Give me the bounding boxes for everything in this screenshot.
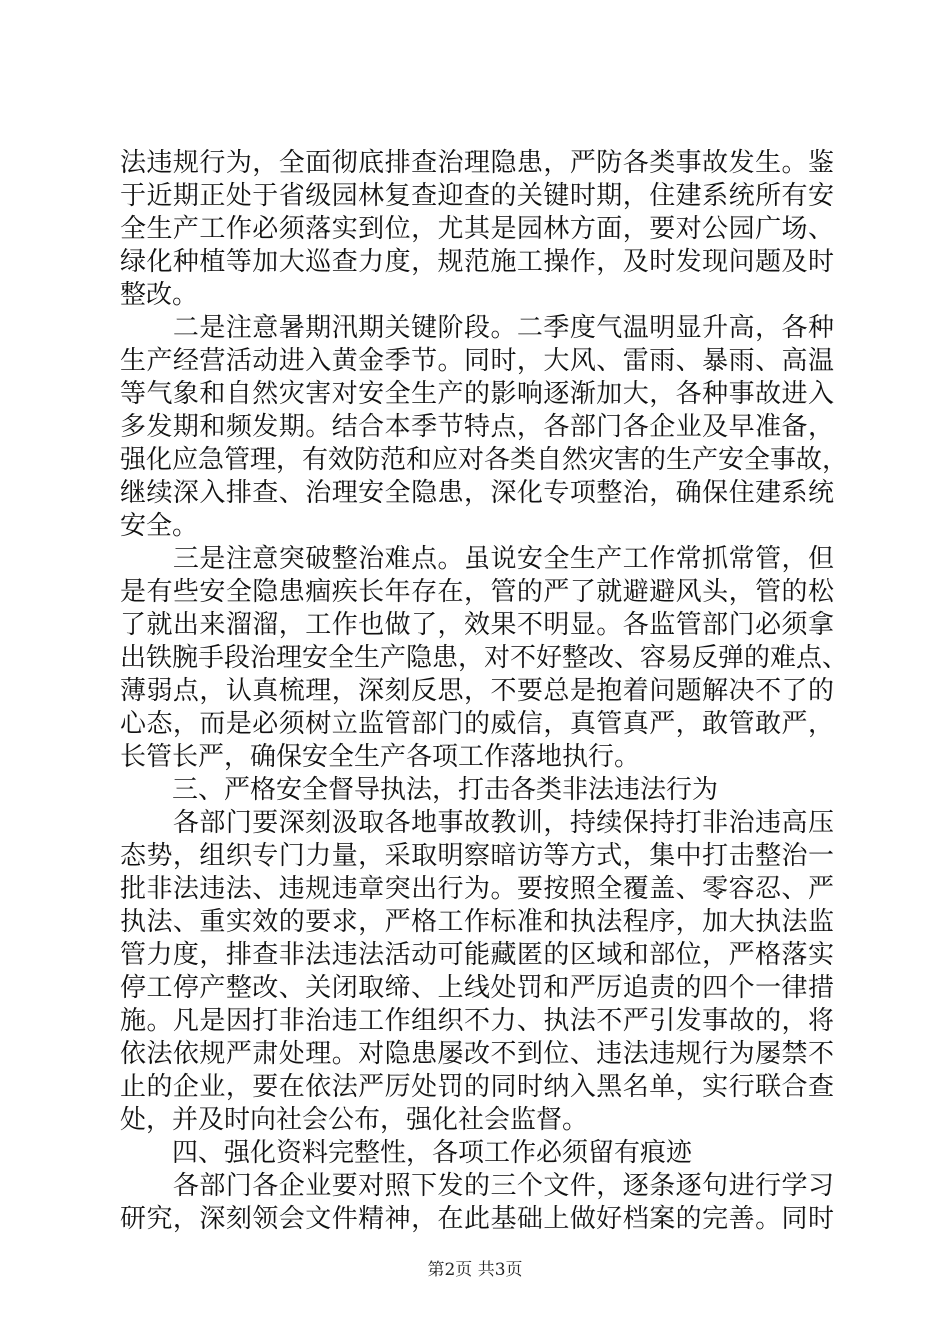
text-line: 生产经营活动进入黄金季节。同时，大风、雷雨、暴雨、高温 bbox=[120, 346, 834, 376]
text-line: 安全。 bbox=[120, 511, 199, 541]
text-line: 各部门要深刻汲取各地事故教训，持续保持打非治违高压 bbox=[120, 808, 834, 838]
text-line: 研究，深刻领会文件精神，在此基础上做好档案的完善。同时 bbox=[120, 1204, 834, 1234]
text-line: 整改。 bbox=[120, 280, 199, 310]
text-line: 是有些安全隐患痼疾长年存在，管的严了就避避风头，管的松 bbox=[120, 577, 834, 607]
text-line: 绿化种植等加大巡查力度，规范施工操作，及时发现问题及时 bbox=[120, 247, 834, 277]
text-line: 心态，而是必须树立监管部门的威信，真管真严，敢管敢严， bbox=[120, 709, 834, 739]
text-line: 出铁腕手段治理安全生产隐患，对不好整改、容易反弹的难点、 bbox=[120, 643, 849, 673]
text-line: 于近期正处于省级园林复查迎查的关键时期，住建系统所有安 bbox=[120, 181, 834, 211]
text-line: 止的企业，要在依法严厉处罚的同时纳入黑名单，实行联合查 bbox=[120, 1072, 834, 1102]
text-line: 全生产工作必须落实到位，尤其是园林方面，要对公园广场、 bbox=[120, 214, 834, 244]
text-line: 三、严格安全督导执法，打击各类非法违法行为 bbox=[120, 775, 719, 805]
page-footer: 第2页 共3页 bbox=[427, 1260, 523, 1280]
document-body bbox=[120, 147, 849, 1236]
text-line: 批非法违法、违规违章突出行为。要按照全覆盖、零容忍、严 bbox=[120, 874, 834, 904]
text-line: 强化应急管理，有效防范和应对各类自然灾害的生产安全事故， bbox=[120, 445, 849, 475]
text-line: 长管长严，确保安全生产各项工作落地执行。 bbox=[120, 742, 641, 772]
text-line: 三是注意突破整治难点。虽说安全生产工作常抓常管，但 bbox=[120, 544, 834, 574]
text-line: 四、强化资料完整性，各项工作必须留有痕迹 bbox=[120, 1138, 693, 1168]
text-line: 施。凡是因打非治违工作组织不力、执法不严引发事故的，将 bbox=[120, 1006, 834, 1036]
text-line: 各部门各企业要对照下发的三个文件，逐条逐句进行学习 bbox=[120, 1171, 834, 1201]
text-line: 薄弱点，认真梳理，深刻反思，不要总是抱着问题解决不了的 bbox=[120, 676, 834, 706]
text-line: 继续深入排查、治理安全隐患，深化专项整治，确保住建系统 bbox=[120, 478, 834, 508]
text-line: 了就出来溜溜，工作也做了，效果不明显。各监管部门必须拿 bbox=[120, 610, 834, 640]
text-line: 依法依规严肃处理。对隐患屡改不到位、违法违规行为屡禁不 bbox=[120, 1039, 834, 1069]
text-line: 等气象和自然灾害对安全生产的影响逐渐加大，各种事故进入 bbox=[120, 379, 834, 409]
text-line: 法违规行为，全面彻底排查治理隐患，严防各类事故发生。鉴 bbox=[120, 148, 834, 178]
text-line: 多发期和频发期。结合本季节特点，各部门各企业及早准备， bbox=[120, 412, 834, 442]
text-line: 管力度，排查非法违法活动可能藏匿的区域和部位，严格落实 bbox=[120, 940, 834, 970]
text-line: 停工停产整改、关闭取缔、上线处罚和严厉追责的四个一律措 bbox=[120, 973, 834, 1003]
text-line: 执法、重实效的要求，严格工作标准和执法程序，加大执法监 bbox=[120, 907, 834, 937]
text-line: 态势，组织专门力量，采取明察暗访等方式，集中打击整治一 bbox=[120, 841, 834, 871]
text-line: 二是注意暑期汛期关键阶段。二季度气温明显升高，各种 bbox=[120, 313, 834, 343]
text-line: 处，并及时向社会公布，强化社会监督。 bbox=[120, 1105, 589, 1135]
